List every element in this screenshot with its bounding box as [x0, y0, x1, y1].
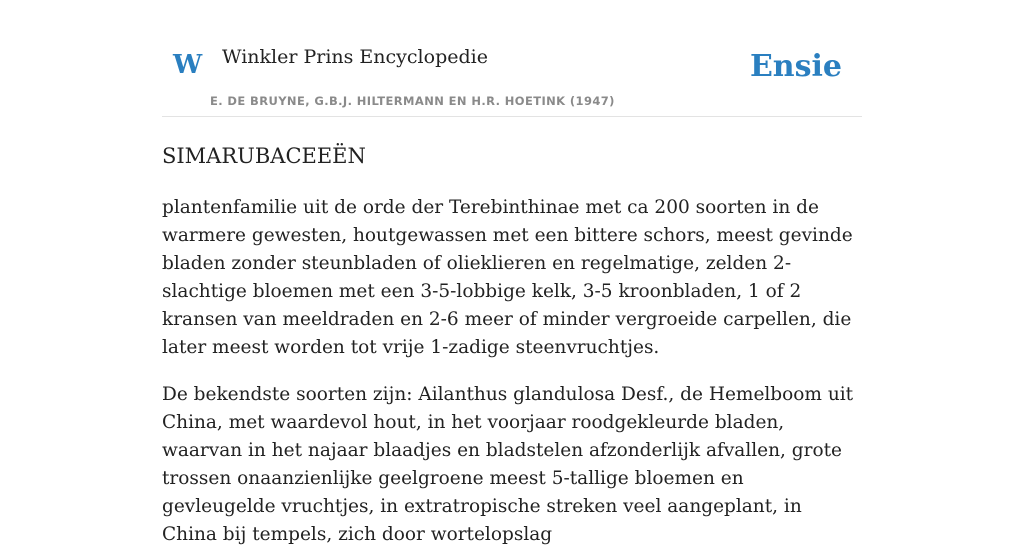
publication-authors: E. DE BRUYNE, G.B.J. HILTERMANN EN H.R. HOETINK (1947) — [210, 94, 615, 108]
ensie-logo-link[interactable]: Ensie — [749, 49, 842, 84]
publication-logo[interactable]: W — [173, 50, 203, 80]
site-header — [162, 0, 862, 117]
entry-paragraph-definition: plantenfamilie uit de orde der Terebinthinae met ca 200 soorten in de warmere gewesten, houtgewassen met een bittere schors, meest gevinde bladen zonder steunbladen of olieklieren en regelmatige, zelden 2-slachtige bloemen met een 3-5-lobbige kelk, 3-5 kroonbladen, 1 of 2 kransen van meeldraden en 2-6 meer of minder vergroeide carpellen, die later meest worden tot vrije 1-zadige steenvruchtjes. — [162, 197, 853, 358]
publication-title-link[interactable]: Winkler Prins Encyclopedie — [222, 46, 488, 68]
entry-content — [162, 116, 862, 549]
entry-title: SIMARUBACEEËN — [162, 144, 366, 168]
entry-paragraph-species: De bekendste soorten zijn: Ailanthus glandulosa Desf., de Hemelboom uit China, met waardevol hout, in het voorjaar roodgekleurde bladen, waarvan in het najaar blaadjes en bladstelen afzonderlijk afvallen, grote trossen onaanzienlijke geelgroene meest 5-tallige bloemen en gevleugelde vruchtjes, in extratropische streken veel aangeplant, in China bij tempels, zich door wortelopslag — [162, 384, 854, 545]
